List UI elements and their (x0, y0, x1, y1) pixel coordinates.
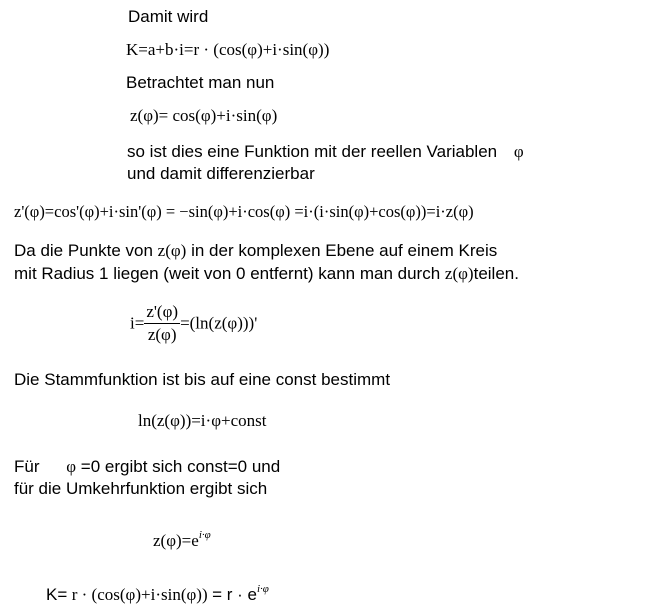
text-funktion-reelle-variable (127, 141, 524, 163)
fraction-numerator: z'(φ) (144, 302, 180, 324)
equation-z-phi: z(φ)= cos(φ)+i·sin(φ) (130, 106, 278, 125)
text-kreis-label: in der komplexen Ebene auf einem Kreis (191, 241, 498, 260)
equation-k-polar-rhs: r · (cos(φ)+i·sin(φ)) (71, 585, 208, 604)
variable-phi: φ (513, 142, 524, 161)
equation-k-equals-r-e: = r · e (212, 585, 257, 604)
text-differenzierbar: und damit differenzierbar (127, 164, 315, 183)
fraction-denominator: z(φ) (147, 325, 177, 344)
equation-i-log-derivative (130, 302, 257, 345)
text-fuer-label: Für (14, 457, 40, 476)
equation-k-label: K= (46, 585, 68, 604)
equation-z-exp-superscript: i·φ (198, 529, 211, 541)
equation-k-final (46, 578, 269, 606)
equation-k-exp-superscript: i·φ (256, 583, 269, 595)
text-ergibt-sich-label: =0 ergibt sich const=0 und (80, 457, 281, 476)
text-damit-wird: Damit wird (128, 7, 209, 26)
text-fuer-phi (14, 456, 280, 478)
inline-z-phi: z(φ) (157, 241, 187, 260)
text-paragraph-line-1 (14, 240, 497, 262)
text-radius-label: mit Radius 1 liegen (weit von 0 entfernt) kann man durch (14, 264, 441, 283)
text-stammfunktion: Die Stammfunktion ist bis auf eine const bestimmt (14, 370, 391, 389)
text-betrachtet-man-nun: Betrachtet man nun (126, 73, 275, 92)
equation-derivative-chain: z'(φ)=cos'(φ)+i·sin'(φ) = −sin(φ)+i·cos(φ) =i·(i·sin(φ)+cos(φ))=i·z(φ) (14, 202, 474, 221)
text-teilen-label: teilen. (473, 264, 519, 283)
equation-k-polar-form: K=a+b·i=r · (cos(φ)+i·sin(φ)) (126, 40, 330, 59)
inline-z-phi-2: z(φ) (444, 264, 474, 283)
equation-ln-z-phi: ln(z(φ))=i·φ+const (138, 411, 267, 430)
text-funktion-label: so ist dies eine Funktion mit der reellen Variablen (127, 142, 498, 161)
equation-z-exp-base: z(φ)=e (153, 531, 199, 550)
fraction-z-prime-over-z (144, 302, 180, 345)
text-paragraph-line-2 (14, 263, 519, 285)
equation-i-lhs: i= (130, 313, 145, 333)
text-umkehrfunktion: für die Umkehrfunktion ergibt sich (14, 479, 268, 498)
text-punkte-label: Da die Punkte von (14, 241, 153, 260)
variable-phi-2: φ (66, 457, 77, 476)
equation-z-exponential (153, 524, 211, 552)
equation-log-rhs: =(ln(z(φ)))' (180, 313, 258, 333)
